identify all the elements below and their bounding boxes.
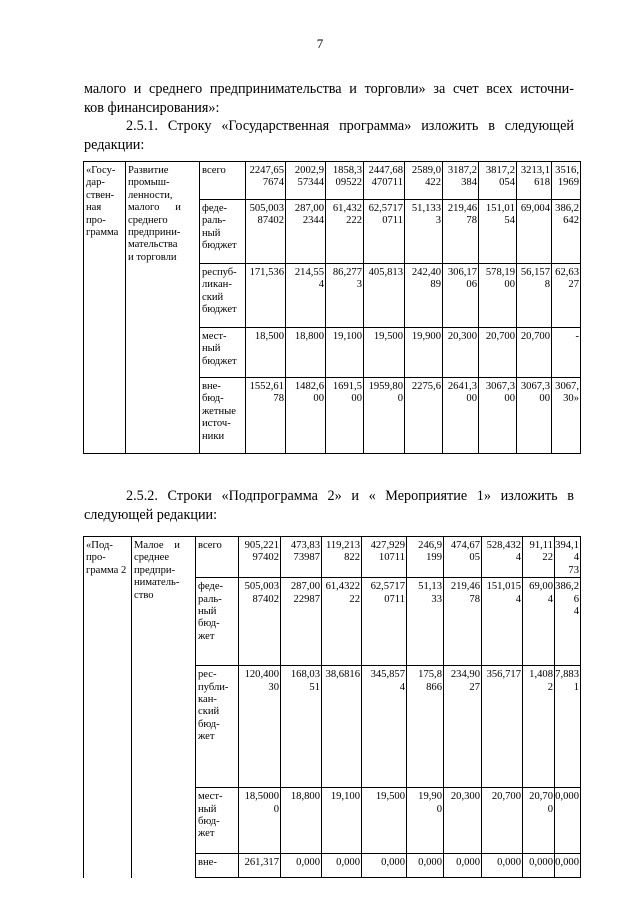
value-cell: 62,63 27 <box>552 264 581 328</box>
value-cell: 151,015 4 <box>482 578 523 666</box>
value-cell: 20,700 <box>482 788 523 854</box>
value-cell: 19,90 0 <box>407 788 444 854</box>
source-cell: мест- ный бюд- жет <box>196 788 239 854</box>
source-cell: всего <box>200 162 246 200</box>
value-cell: 3187,2 384 <box>443 162 479 200</box>
value-cell: 219,46 78 <box>444 578 482 666</box>
value-cell: 0,000 <box>555 788 581 854</box>
value-cell: 356,717 <box>482 666 523 788</box>
value-cell: 19,100 <box>322 788 362 854</box>
value-cell: 0,000 <box>555 854 581 878</box>
value-cell: 1,408 2 <box>523 666 555 788</box>
value-cell: 905,221 97402 <box>239 537 281 578</box>
value-cell: 2002,9 57344 <box>286 162 326 200</box>
value-cell: 1959,80 0 <box>364 378 405 454</box>
value-cell: 578,19 00 <box>479 264 517 328</box>
value-cell: 3817,2 054 <box>479 162 517 200</box>
value-cell: 2275,6 <box>405 378 443 454</box>
value-cell: 91,11 22 <box>523 537 555 578</box>
value-cell: 287,00 2344 <box>286 200 326 264</box>
value-cell: 2447,68 470711 <box>364 162 405 200</box>
program-name-cell: «Госу- дар- ствен- ная про- грамма <box>84 162 126 454</box>
value-cell: 0,000 <box>281 854 322 878</box>
value-cell: 18,800 <box>286 328 326 378</box>
value-cell: 234,90 27 <box>444 666 482 788</box>
value-cell: 3067, 30» <box>552 378 581 454</box>
value-cell: 119,213 822 <box>322 537 362 578</box>
value-cell: 56,157 8 <box>517 264 552 328</box>
value-cell: 427,929 10711 <box>362 537 407 578</box>
value-cell: 7,8831 <box>555 666 581 788</box>
value-cell: 219,46 78 <box>443 200 479 264</box>
value-cell: 51,133 3 <box>405 200 443 264</box>
value-cell: 19,900 <box>405 328 443 378</box>
value-cell: 405,813 <box>364 264 405 328</box>
subprogram-name-cell: «Под- про- грамма 2 <box>84 537 132 878</box>
value-cell: 19,500 <box>362 788 407 854</box>
clause-2-5-2 <box>84 487 574 524</box>
value-cell: 3067,3 00 <box>479 378 517 454</box>
value-cell: 69,00 4 <box>523 578 555 666</box>
value-cell: 175,8 866 <box>407 666 444 788</box>
source-cell: мест- ный бюджет <box>200 328 246 378</box>
value-cell: 61,432 222 <box>326 200 364 264</box>
subprogram-title-cell: Малое и среднее предпри- ниматель- ство <box>132 537 196 878</box>
value-cell: 20,300 <box>443 328 479 378</box>
page-number: 7 <box>316 36 324 51</box>
clause-2-5-1 <box>84 117 574 154</box>
source-cell: феде- раль- ный бюджет <box>200 200 246 264</box>
value-cell: 1552,61 78 <box>246 378 286 454</box>
clause-2-5-2-line-2: следующей редакции: <box>84 506 218 523</box>
value-cell: 214,55 4 <box>286 264 326 328</box>
value-cell: 62,5717 0711 <box>362 578 407 666</box>
value-cell: 2589,0 422 <box>405 162 443 200</box>
value-cell: 171,536 <box>246 264 286 328</box>
value-cell: 0,000 <box>322 854 362 878</box>
table-row <box>84 537 581 578</box>
value-cell: 18,800 <box>281 788 322 854</box>
value-cell: 0,000 <box>444 854 482 878</box>
value-cell: 120,400 30 <box>239 666 281 788</box>
value-cell: 2641,3 00 <box>443 378 479 454</box>
source-cell: феде- раль- ный бюд- жет <box>196 578 239 666</box>
program-table <box>83 161 581 454</box>
intro-paragraph <box>84 80 574 117</box>
value-cell: 3067,3 00 <box>517 378 552 454</box>
value-cell: 20,70 0 <box>523 788 555 854</box>
value-cell: 19,100 <box>326 328 364 378</box>
clause-2-5-1-line-2: редакции: <box>84 136 145 153</box>
source-cell: респуб- ликан- ский бюджет <box>200 264 246 328</box>
value-cell: 474,67 05 <box>444 537 482 578</box>
value-cell: 242,40 89 <box>405 264 443 328</box>
value-cell: 2247,65 7674 <box>246 162 286 200</box>
source-cell: вне- бюд- жетные источ- ники <box>200 378 246 454</box>
value-cell: 38,6816 <box>322 666 362 788</box>
value-cell: 246,9 199 <box>407 537 444 578</box>
value-cell: 306,17 06 <box>443 264 479 328</box>
value-cell: 0,000 <box>407 854 444 878</box>
value-cell: 18,500 <box>246 328 286 378</box>
value-cell: 151,01 54 <box>479 200 517 264</box>
value-cell: 1482,6 00 <box>286 378 326 454</box>
value-cell: 3213,1 618 <box>517 162 552 200</box>
value-cell: 528,432 4 <box>482 537 523 578</box>
intro-line-1: малого и среднего предпринимательства и торговли» за счет всех источни- <box>84 81 574 97</box>
table-row <box>84 162 581 200</box>
value-cell: 0,000 <box>523 854 555 878</box>
value-cell: 345,857 4 <box>362 666 407 788</box>
value-cell: 86,277 3 <box>326 264 364 328</box>
value-cell: 168,03 51 <box>281 666 322 788</box>
value-cell: 287,00 22987 <box>281 578 322 666</box>
value-cell: 20,700 <box>479 328 517 378</box>
value-cell: - <box>552 328 581 378</box>
value-cell: 62,5717 0711 <box>364 200 405 264</box>
value-cell: 61,4322 22 <box>322 578 362 666</box>
value-cell: 19,500 <box>364 328 405 378</box>
value-cell: 0,000 <box>482 854 523 878</box>
value-cell: 1691,5 00 <box>326 378 364 454</box>
value-cell: 261,317 <box>239 854 281 878</box>
value-cell: 505,003 87402 <box>246 200 286 264</box>
value-cell: 3516, 1969 <box>552 162 581 200</box>
value-cell: 20,300 <box>444 788 482 854</box>
value-cell: 18,5000 0 <box>239 788 281 854</box>
value-cell: 1858,3 09522 <box>326 162 364 200</box>
value-cell: 394,14 73 <box>555 537 581 578</box>
program-title-cell: Развитие промыш- ленности, малого и среднего предприни- мательства и торговли <box>126 162 200 454</box>
value-cell: 386,26 4 <box>555 578 581 666</box>
value-cell: 505,003 87402 <box>239 578 281 666</box>
source-cell: всего <box>196 537 239 578</box>
intro-line-2: ков финансирования»: <box>84 99 220 116</box>
value-cell: 20,700 <box>517 328 552 378</box>
value-cell: 386,2 642 <box>552 200 581 264</box>
subprogram-table <box>83 536 581 878</box>
clause-2-5-1-line-1: 2.5.1. Строку «Государственная программа» изложить в следующей <box>126 118 574 134</box>
value-cell: 69,004 <box>517 200 552 264</box>
clause-2-5-2-line-1: 2.5.2. Строки «Подпрограмма 2» и « Мероприятие 1» изложить в <box>126 488 574 504</box>
value-cell: 0,000 <box>362 854 407 878</box>
source-cell: вне- <box>196 854 239 878</box>
value-cell: 473,83 73987 <box>281 537 322 578</box>
source-cell: рес- публи- кан- ский бюд- жет <box>196 666 239 788</box>
value-cell: 51,13 33 <box>407 578 444 666</box>
